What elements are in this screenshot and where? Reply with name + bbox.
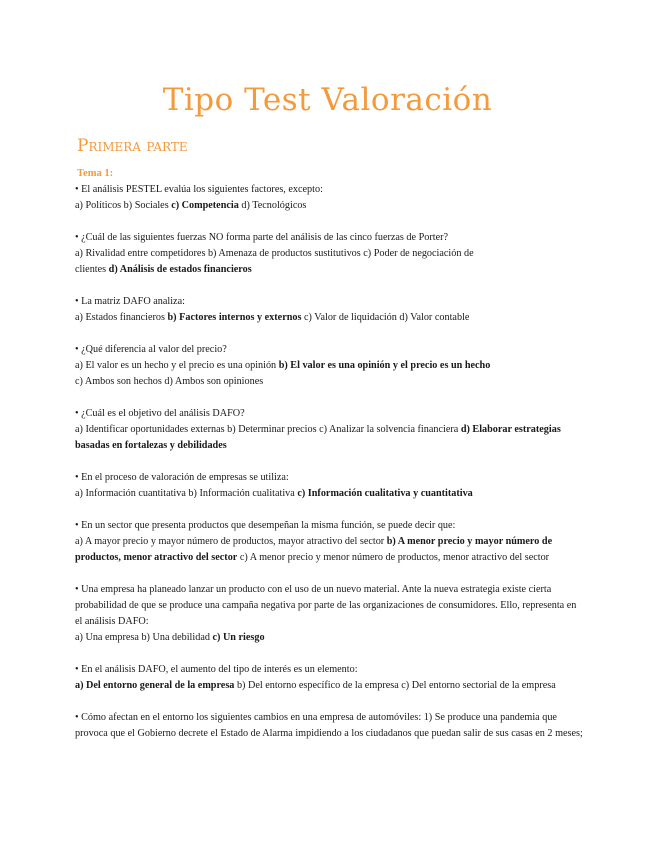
question-line bbox=[75, 726, 583, 742]
answer-correct: c) Un riesgo bbox=[212, 632, 265, 643]
question-8 bbox=[75, 582, 580, 646]
text-segment: probabilidad de que se produce una campaña negativa por parte de las organizaciones de consumidores. Ello, representa en bbox=[75, 600, 577, 611]
question-line bbox=[75, 438, 580, 454]
question-line bbox=[75, 470, 580, 486]
question-line bbox=[75, 550, 580, 566]
question-line bbox=[75, 198, 580, 214]
question-line bbox=[75, 518, 580, 534]
question-line bbox=[75, 534, 580, 550]
text-segment: • En un sector que presenta productos que desempeñan la misma función, se puede decir que: bbox=[75, 520, 456, 531]
text-segment: b) Del entorno específico de la empresa c) Del entorno sectorial de la empresa bbox=[234, 680, 556, 691]
text-segment: a) Estados financieros bbox=[75, 312, 168, 323]
section-heading: Primera parte bbox=[77, 136, 188, 156]
text-segment: • El análisis PESTEL evalúa los siguientes factores, excepto: bbox=[75, 184, 323, 195]
answer-correct: c) Información cualitativa y cuantitativa bbox=[297, 488, 473, 499]
question-line bbox=[75, 310, 580, 326]
question-line bbox=[75, 182, 580, 198]
document-title: Tipo Test Valoración bbox=[162, 82, 493, 118]
topic-label: Tema 1: bbox=[77, 168, 114, 179]
question-9 bbox=[75, 662, 580, 694]
text-segment: c) Valor de liquidación d) Valor contable bbox=[301, 312, 470, 323]
answer-correct: c) Competencia bbox=[171, 200, 239, 211]
text-segment: a) Información cuantitativa b) Información cualitativa bbox=[75, 488, 298, 499]
answer-correct: d) Análisis de estados financieros bbox=[108, 264, 252, 275]
question-line bbox=[75, 374, 580, 390]
question-4 bbox=[75, 342, 580, 390]
text-segment: clientes bbox=[75, 264, 109, 275]
question-line bbox=[75, 246, 580, 262]
answer-correct: d) Elaborar estrategias bbox=[460, 424, 561, 435]
text-segment: a) A mayor precio y mayor número de productos, mayor atractivo del sector bbox=[75, 536, 387, 547]
question-line bbox=[75, 614, 580, 630]
question-5 bbox=[75, 406, 580, 454]
text-segment: a) Políticos b) Sociales bbox=[75, 200, 172, 211]
answer-correct: productos, menor atractivo del sector bbox=[75, 552, 238, 563]
text-segment: a) Rivalidad entre competidores b) Amenaza de productos sustitutivos c) Poder de negociación de bbox=[75, 248, 474, 259]
text-segment: • En el proceso de valoración de empresas se utiliza: bbox=[75, 472, 289, 483]
question-line bbox=[75, 710, 580, 726]
text-segment: • ¿Qué diferencia al valor del precio? bbox=[75, 344, 227, 355]
text-segment: • Una empresa ha planeado lanzar un producto con el uso de un nuevo material. Ante la nueva estrategia existe cierta bbox=[75, 584, 552, 595]
text-segment: el análisis DAFO: bbox=[75, 616, 149, 627]
question-line bbox=[75, 678, 580, 694]
question-line bbox=[75, 662, 580, 678]
answer-correct: basadas en fortalezas y debilidades bbox=[75, 440, 227, 451]
question-line bbox=[75, 406, 580, 422]
question-2 bbox=[75, 230, 580, 278]
question-7 bbox=[75, 518, 580, 566]
text-segment: • La matriz DAFO analiza: bbox=[75, 296, 185, 307]
text-segment: a) El valor es un hecho y el precio es una opinión bbox=[75, 360, 279, 371]
answer-correct: b) Factores internos y externos bbox=[167, 312, 302, 323]
question-1 bbox=[75, 182, 580, 214]
text-segment: c) Ambos son hechos d) Ambos son opiniones bbox=[75, 376, 264, 387]
text-segment: c) A menor precio y menor número de productos, menor atractivo del sector bbox=[237, 552, 550, 563]
text-segment: provoca que el Gobierno decrete el Estado de Alarma impidiendo a los ciudadanos que puedan salir de sus casas en 2 meses; bbox=[75, 728, 583, 739]
text-segment: a) Una empresa b) Una debilidad bbox=[75, 632, 213, 643]
question-10 bbox=[75, 710, 583, 742]
text-segment: d) Tecnológicos bbox=[238, 200, 307, 211]
text-segment: • Cómo afectan en el entorno los siguientes cambios en una empresa de automóviles: 1) Se produce una pandemia que bbox=[75, 712, 557, 723]
text-segment: • En el análisis DAFO, el aumento del tipo de interés es un elemento: bbox=[75, 664, 358, 675]
question-line bbox=[75, 262, 580, 278]
question-line bbox=[75, 358, 580, 374]
text-segment: a) Identificar oportunidades externas b) Determinar precios c) Analizar la solvencia financiera bbox=[75, 424, 461, 435]
question-line bbox=[75, 582, 580, 598]
question-3 bbox=[75, 294, 580, 326]
question-line bbox=[75, 230, 580, 246]
question-6 bbox=[75, 470, 580, 502]
text-segment: • ¿Cuál es el objetivo del análisis DAFO? bbox=[75, 408, 245, 419]
text-segment: • ¿Cuál de las siguientes fuerzas NO forma parte del análisis de las cinco fuerzas de Porter? bbox=[75, 232, 449, 243]
question-line bbox=[75, 342, 580, 358]
answer-correct: b) A menor precio y mayor número de bbox=[386, 536, 553, 547]
question-line bbox=[75, 294, 580, 310]
answer-correct: a) Del entorno general de la empresa bbox=[75, 680, 235, 691]
question-line bbox=[75, 598, 580, 614]
question-line bbox=[75, 630, 580, 646]
question-line bbox=[75, 422, 580, 438]
question-line bbox=[75, 486, 580, 502]
answer-correct: b) El valor es una opinión y el precio es un hecho bbox=[278, 360, 491, 371]
